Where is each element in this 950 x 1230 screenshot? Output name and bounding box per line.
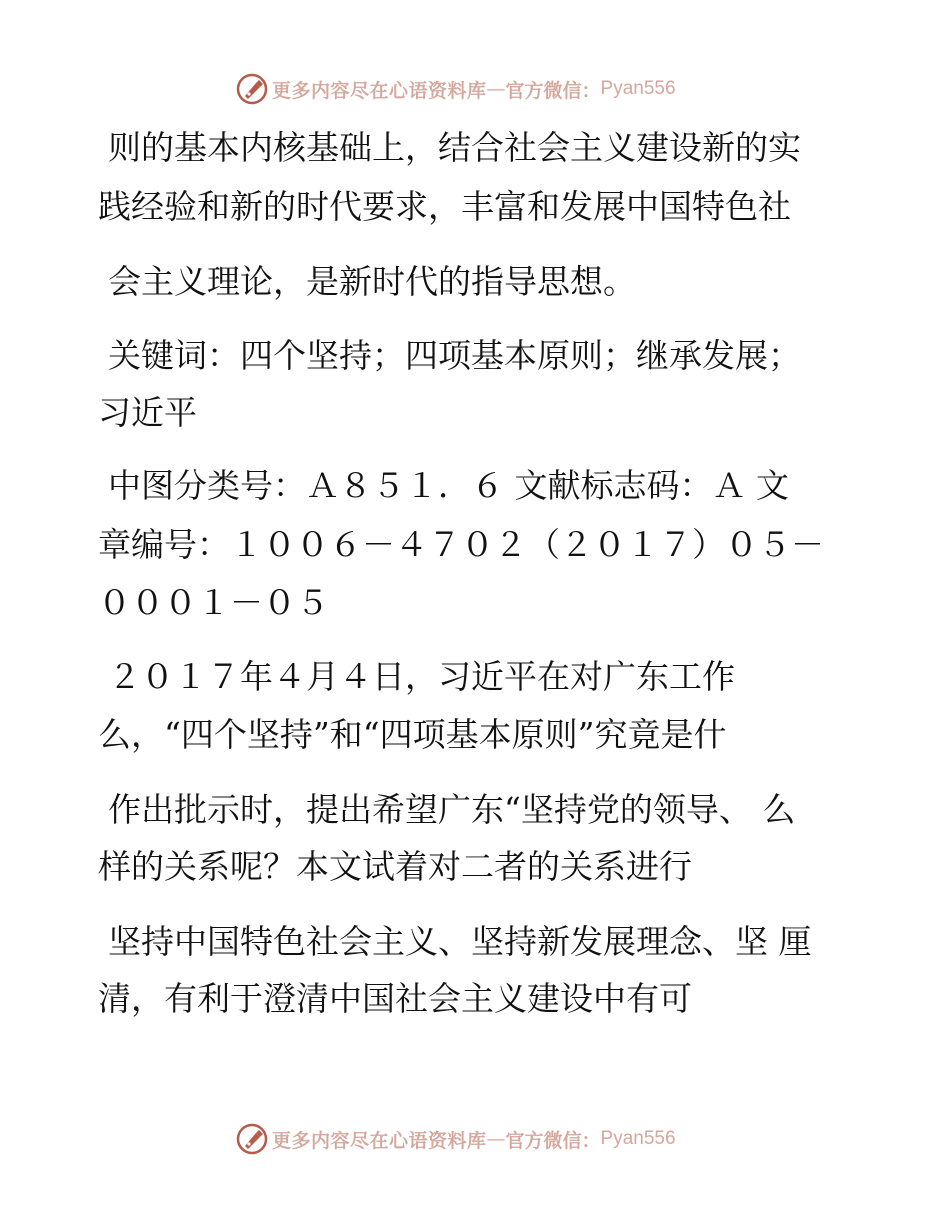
watermark-wechat-id: Pyan556 bbox=[600, 1128, 676, 1149]
body-line: 章编号：１００６－４７０２（２０１７）０５－ bbox=[98, 525, 824, 564]
watermark-separator: — bbox=[486, 1128, 506, 1150]
body-line: 么，“四个坚持”和“四项基本原则”究竟是什 bbox=[98, 715, 727, 754]
body-line: 作出批示时，提出希望广东“坚持党的领导、 么 bbox=[108, 790, 796, 829]
pen-nib-seal-icon bbox=[236, 1123, 268, 1155]
watermark-site-text: 更多内容尽在心语资料库 bbox=[272, 1129, 487, 1152]
watermark-separator: — bbox=[486, 78, 506, 100]
body-line: 清，有利于澄清中国社会主义建设中有可 bbox=[98, 979, 692, 1018]
watermark-wechat-id: Pyan556 bbox=[600, 78, 676, 99]
watermark-wechat-label: 官方微信： bbox=[505, 1129, 601, 1152]
body-line: 践经验和新的时代要求，丰富和发展中国特色社 bbox=[98, 187, 791, 226]
watermark-site-text: 更多内容尽在心语资料库 bbox=[272, 79, 487, 102]
pen-nib-seal-icon bbox=[236, 73, 268, 105]
header-watermark bbox=[236, 72, 676, 106]
footer-watermark bbox=[236, 1122, 676, 1156]
watermark-wechat-label: 官方微信： bbox=[505, 79, 601, 102]
body-line: 样的关系呢？本文试着对二者的关系进行 bbox=[98, 847, 692, 886]
body-line: 会主义理论，是新时代的指导思想。 bbox=[108, 262, 636, 301]
body-line: 则的基本内核基础上，结合社会主义建设新的实 bbox=[108, 128, 801, 167]
body-line: ２０１７年４月４日，习近平在对广东工作 bbox=[108, 657, 735, 696]
body-line: 中图分类号：Ａ８５１．６ 文献标志码：Ａ 文 bbox=[108, 466, 789, 505]
body-line: 坚持中国特色社会主义、坚持新发展理念、坚 厘 bbox=[108, 922, 812, 961]
body-line: 关键词：四个坚持；四项基本原则；继承发展； bbox=[108, 336, 801, 375]
body-line: 习近平 bbox=[98, 393, 197, 432]
body-line: ０００１－０５ bbox=[98, 583, 329, 622]
